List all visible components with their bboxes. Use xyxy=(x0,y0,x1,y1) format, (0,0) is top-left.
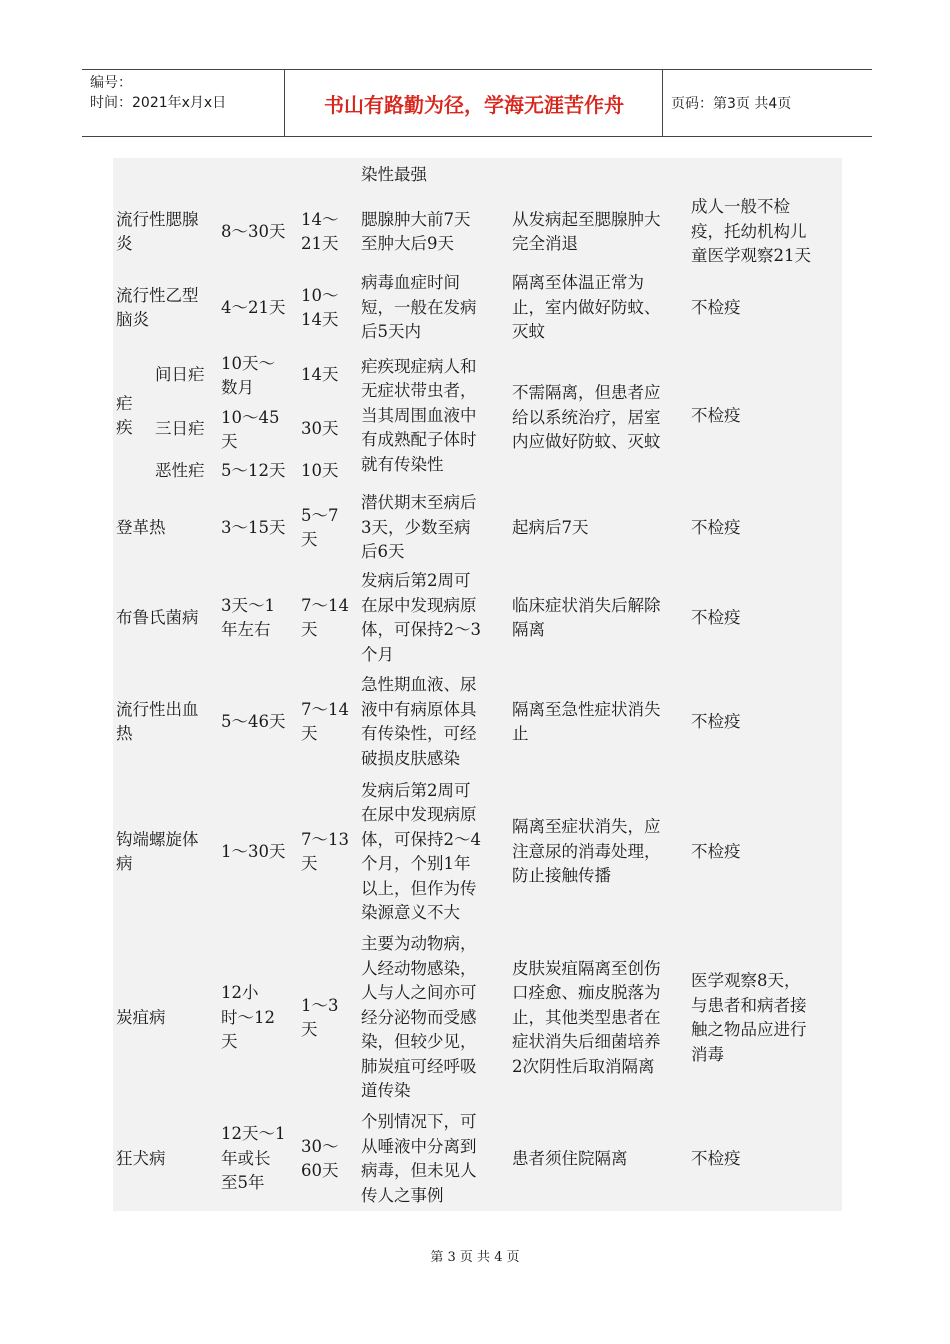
incubation-range: 12小 时～12 天 xyxy=(221,983,275,1052)
infectious-period: 急性期血液、尿 液中有病原体具 有传染性，可经 破损皮肤感染 xyxy=(361,675,477,768)
disease-name: 登革热 xyxy=(116,517,166,537)
infectious-period: 腮腺肿大前7天 至肿大后9天 xyxy=(361,209,471,253)
isolation-period: 皮肤炭疽隔离至创伤 口痊愈、痂皮脱落为 止，其他类型患者在 症状消失后细菌培养 2次阴性后取消隔离 xyxy=(512,958,661,1076)
number-label: 编号： xyxy=(90,75,132,91)
quarantine-measure: 成人一般不检 疫，托幼机构儿 童医学观察21天 xyxy=(691,197,811,266)
incubation-range: 10天～ 数月 xyxy=(221,353,275,397)
disease-table xyxy=(113,158,842,1211)
isolation-period: 患者须住院隔离 xyxy=(512,1148,628,1168)
infectious-period: 主要为动物病， 人经动物感染， 人与人之间亦可 经分泌物而受感 染，但较少见， 肺炭疽可经呼吸 道传染 xyxy=(361,934,477,1101)
incubation-common: 7～14 天 xyxy=(301,595,349,639)
incubation-common: 7～13 天 xyxy=(301,829,349,873)
disease-name: 布鲁氏菌病 xyxy=(116,607,199,627)
infectious-period: 病毒血症时间 短，一般在发病 后5天内 xyxy=(361,273,477,342)
quarantine-measure: 不检疫 xyxy=(691,297,741,317)
isolation-period: 从发病起至腮腺肿大 完全消退 xyxy=(512,209,661,253)
incubation-range: 3天～1 年左右 xyxy=(221,595,275,639)
disease-name: 狂犬病 xyxy=(116,1148,166,1168)
incubation-common: 7～14 天 xyxy=(301,699,349,743)
infectious-period: 个别情况下，可 从唾液中分离到 病毒，但未见人 传人之事例 xyxy=(361,1112,477,1205)
malaria-subtype: 恶性疟 xyxy=(155,460,205,480)
malaria-subtype: 三日疟 xyxy=(155,418,205,438)
header-page-label: 页码：第3页 共4页 xyxy=(671,96,792,112)
page-header xyxy=(82,69,872,137)
time-label: 时间：2021年x月x日 xyxy=(90,95,227,111)
isolation-period: 隔离至急性症状消失 止 xyxy=(512,699,661,743)
malaria-subtype: 间日疟 xyxy=(155,364,205,384)
incubation-common: 1～3 天 xyxy=(301,995,339,1039)
header-meta xyxy=(82,70,285,136)
incubation-common: 30～ 60天 xyxy=(301,1136,339,1180)
disease-name: 流行性出血 热 xyxy=(116,699,199,743)
disease-name: 疟 疾 xyxy=(116,393,133,437)
quarantine-measure: 不检疫 xyxy=(691,841,741,861)
disease-name: 流行性乙型 脑炎 xyxy=(116,285,199,329)
infectious-period: 疟疾现症病人和 无症状带虫者， 当其周围血液中 有成熟配子体时 就有传染性 xyxy=(361,356,477,474)
incubation-range: 5～46天 xyxy=(221,711,286,731)
incubation-common: 5～7 天 xyxy=(301,505,339,549)
quarantine-measure: 不检疫 xyxy=(691,711,741,731)
quarantine-measure: 不检疫 xyxy=(691,607,741,627)
incubation-range: 5～12天 xyxy=(221,460,286,480)
isolation-period: 隔离至症状消失，应 注意尿的消毒处理， 防止接触传播 xyxy=(512,817,661,886)
isolation-period: 起病后7天 xyxy=(512,517,589,537)
disease-name: 炭疽病 xyxy=(116,1007,166,1027)
isolation-period: 不需隔离，但患者应 给以系统治疗，居室 内应做好防蚊、灭蚊 xyxy=(512,383,661,452)
continued-text: 染性最强 xyxy=(361,164,427,184)
isolation-period: 临床症状消失后解除 隔离 xyxy=(512,595,661,639)
quarantine-measure: 医学观察8天， 与患者和病者接 触之物品应进行 消毒 xyxy=(691,971,807,1064)
disease-name: 钩端螺旋体 病 xyxy=(116,829,199,873)
incubation-range: 10～45 天 xyxy=(221,407,280,451)
incubation-range: 4～21天 xyxy=(221,297,286,317)
infectious-period: 潜伏期末至病后 3天，少数至病 后6天 xyxy=(361,493,477,562)
incubation-range: 12天～1 年或长 至5年 xyxy=(221,1124,286,1193)
page-footer: 第 3 页 共 4 页 xyxy=(430,1250,520,1265)
header-motto: 书山有路勤为径，学海无涯苦作舟 xyxy=(286,70,663,136)
disease-name: 流行性腮腺 炎 xyxy=(116,209,199,253)
incubation-range: 1～30天 xyxy=(221,841,286,861)
quarantine-measure: 不检疫 xyxy=(691,1148,741,1168)
incubation-common: 14～ 21天 xyxy=(301,209,339,253)
incubation-range: 8～30天 xyxy=(221,221,286,241)
incubation-range: 3～15天 xyxy=(221,517,286,537)
infectious-period: 发病后第2周可 在尿中发现病原 体，可保持2～3 个月 xyxy=(361,571,481,664)
quarantine-measure: 不检疫 xyxy=(691,517,741,537)
quarantine-measure: 不检疫 xyxy=(691,405,741,425)
incubation-common: 14天 xyxy=(301,364,339,384)
incubation-common: 30天 xyxy=(301,418,339,438)
incubation-common: 10天 xyxy=(301,460,339,480)
incubation-common: 10～ 14天 xyxy=(301,285,339,329)
isolation-period: 隔离至体温正常为 止，室内做好防蚊、 灭蚊 xyxy=(512,273,661,342)
infectious-period: 发病后第2周可 在尿中发现病原 体，可保持2～4 个月，个别1年 以上，但作为传 染源意义不大 xyxy=(361,780,481,922)
